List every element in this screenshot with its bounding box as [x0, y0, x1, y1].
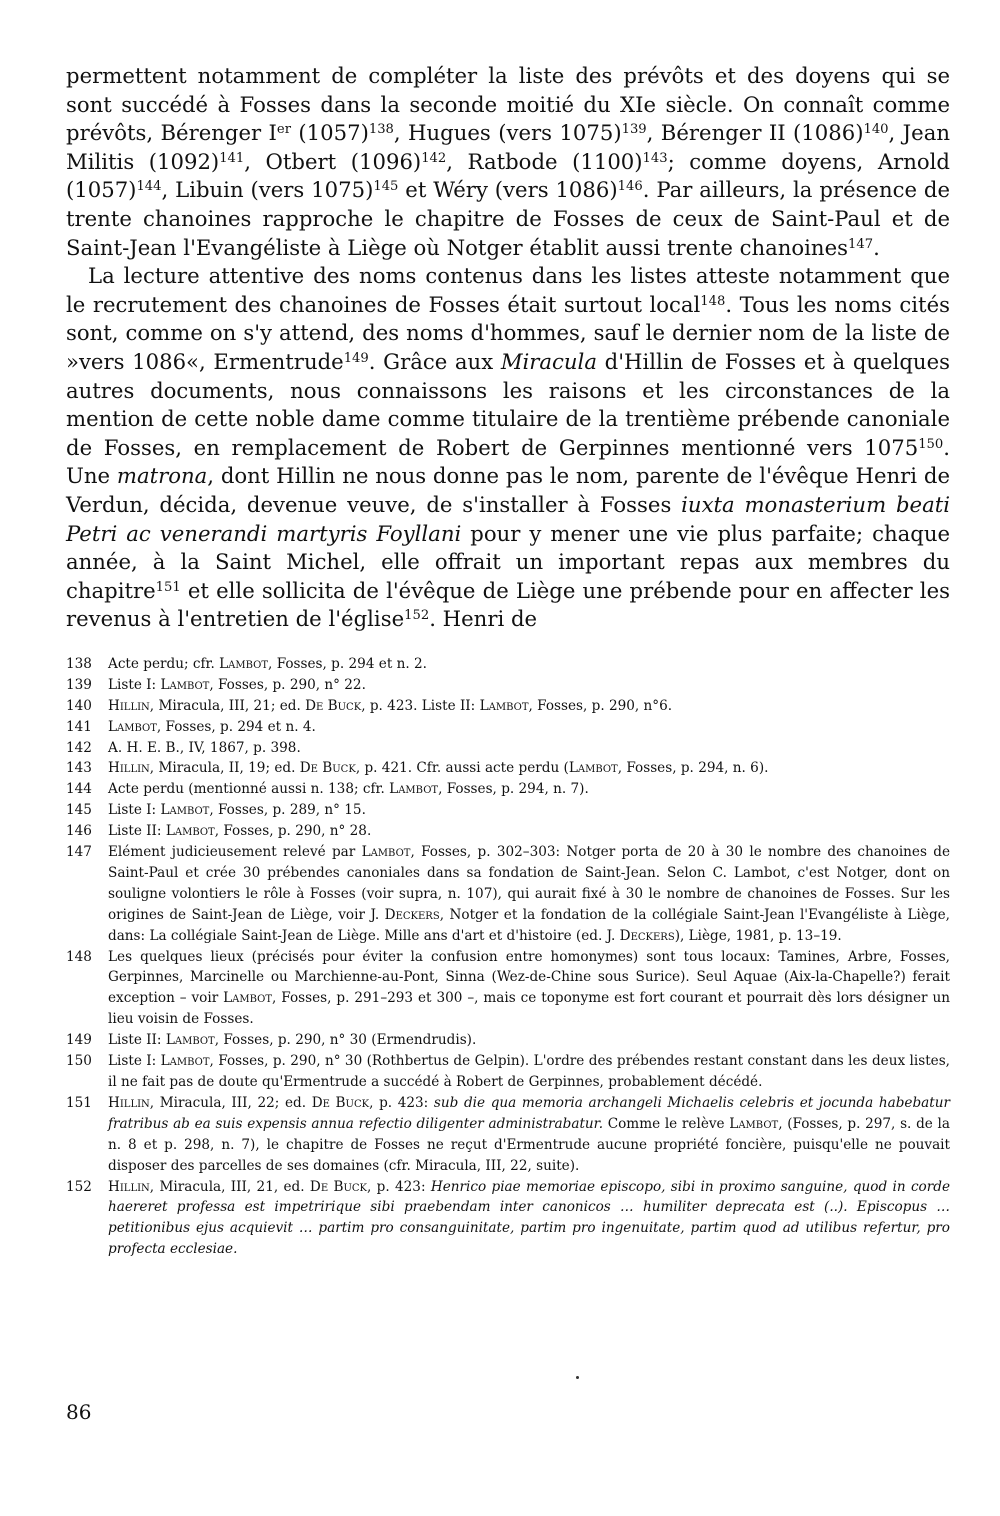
footnote-141 [66, 717, 950, 738]
text-run: . Une [66, 434, 950, 489]
footnote-140 [66, 696, 950, 717]
author-name: Hillin [108, 697, 150, 714]
text-run: , Miracula, III, 21; ed. [149, 697, 306, 714]
author-name: Deckers [384, 906, 440, 923]
text-run: Elément judicieusement relevé par [108, 844, 362, 861]
text-run: La lecture attentive des noms contenus dans les listes atteste notamment que le recrutement des chanoines de Fosses était surtout local [66, 263, 950, 317]
author-name: Lambot [219, 655, 269, 672]
text-run: A. H. E. B., IV, 1867, p. 398. [108, 739, 301, 756]
text-run: Liste II: [108, 1032, 166, 1049]
footnote-text [108, 717, 950, 738]
text-run: , p. 421. Cfr. aussi acte perdu ( [355, 760, 569, 777]
footnote-ref[interactable]: 140 [863, 121, 889, 137]
author-name: De Buck [311, 1094, 370, 1111]
text-run: Liste II: [108, 823, 166, 840]
author-name: Lambot [223, 990, 273, 1007]
text-run: . Grâce aux [368, 348, 501, 374]
text-run: , Fosses, p. 302–303: Notger porta de 20 à 30 le nombre des chanoines de Saint-Paul et crée 30 prébendes canoniales dans sa fondation de Saint-Jean. Selon C. Lambot, c'est Notger, dont on souligne volontiers le rôle à Fosses (voir supra, n. 107), qui aurait fixé à 30 le nombre de chanoines de Fosses. Sur les origines de Saint-Jean de Liège, voir J. [108, 844, 950, 923]
text-run: , Fosses, p. 290, n° 28. [214, 823, 372, 840]
paragraph-2 [66, 262, 950, 634]
text-run: , Jean Militis (1092) [66, 120, 950, 174]
footnote-ref[interactable]: 149 [343, 350, 369, 366]
text-run: , Miracula, III, 21, ed. [149, 1178, 310, 1195]
text-run: , Miracula, III, 22; ed. [149, 1094, 312, 1111]
text-run: , Miracula, II, 19; ed. [149, 760, 300, 777]
footnote-ref[interactable]: 147 [848, 236, 874, 252]
footnote-number: 143 [66, 760, 92, 777]
footnote-151 [66, 1093, 950, 1177]
text-run: Acte perdu; cfr. [108, 655, 220, 672]
footnote-number: 144 [66, 781, 92, 798]
footnote-150 [66, 1051, 950, 1093]
text-run: , Fosses, p. 289, n° 15. [209, 802, 366, 819]
author-name: De Buck [305, 697, 362, 714]
text-run: Comme le relève [603, 1115, 730, 1132]
footnote-147 [66, 842, 950, 947]
footnote-142 [66, 738, 950, 759]
author-name: Lambot [108, 718, 157, 735]
text-run: , Notger et la fondation de la collégiale Saint-Jean l'Evangéliste à Liège, dans: La collégiale Saint-Jean de Liège. Mille ans d'art et d'histoire (ed. J. [108, 906, 951, 944]
text-run: , Fosses, p. 290, n°6. [528, 697, 673, 714]
footnote-text [108, 675, 950, 696]
footnote-146 [66, 821, 950, 842]
footnotes [66, 654, 950, 1260]
footnote-144 [66, 779, 950, 800]
text-run: , Fosses, p. 294 et n. 2. [268, 655, 427, 672]
text-run: Liste I: [108, 1053, 161, 1070]
page-content [66, 62, 950, 1260]
footnote-number: 139 [66, 676, 92, 693]
italic-quote: iuxta monasterium beati Petri ac venerandi martyris Foyllani [66, 491, 950, 546]
author-name: Hillin [108, 1094, 150, 1111]
footnote-text [108, 1051, 950, 1093]
author-name: Lambot [160, 676, 210, 693]
footnote-text [108, 696, 950, 717]
text-run: Liste I: [108, 676, 161, 693]
footnote-text [108, 1093, 950, 1177]
footnote-ref[interactable]: 142 [421, 150, 447, 166]
latin-quote: Henrico piae memoriae episcopo, sibi in proximo sanguine, quod in corde haereret professa est impetririque sibi praebendam inter canonicos … humiliter deprecata est (..). Episcopus … petitionibus ejus acquievit … partim pro consanguinitate, partim pro ingenuitate, partim quod ad utilibus refertur, pro profecta ecclesiae. [108, 1178, 950, 1258]
text-run: ), Liège, 1981, p. 13–19. [674, 927, 842, 944]
text-run: , Otbert (1096) [244, 148, 422, 174]
footnote-text [108, 800, 950, 821]
footnote-text [108, 1177, 950, 1261]
text-run: , Bérenger II (1086) [646, 120, 864, 146]
footnote-text [108, 1030, 950, 1051]
footnote-number: 150 [66, 1053, 92, 1070]
text-run: pour y mener une vie plus parfaite; chaque année, à la Saint Michel, elle offrait un important repas aux membres du chapitre [66, 520, 951, 603]
footnote-number: 147 [66, 844, 92, 861]
text-run: . [873, 234, 880, 260]
footnote-text [108, 842, 950, 947]
footnote-ref[interactable]: 146 [617, 179, 643, 195]
text-run: , p. 423: [367, 1178, 431, 1195]
footnote-number: 142 [66, 739, 92, 756]
text-run: . Henri de [429, 606, 538, 632]
footnote-text [108, 738, 950, 759]
footnote-number: 149 [66, 1032, 92, 1049]
text-run: , Fosses, p. 294, n. 7). [438, 781, 589, 798]
text-run: , Libuin (vers 1075) [161, 177, 374, 203]
footnote-text [108, 758, 950, 779]
footnote-number: 145 [66, 802, 92, 819]
author-name: Lambot [389, 781, 439, 798]
footnote-148 [66, 947, 950, 1031]
footnote-number: 141 [66, 718, 92, 735]
superscript: er [276, 121, 291, 137]
text-run: , Fosses, p. 290, n° 22. [209, 676, 366, 693]
footnote-number: 151 [66, 1094, 92, 1111]
footnote-ref[interactable]: 144 [136, 179, 162, 195]
footnote-number: 138 [66, 655, 92, 672]
footnote-ref[interactable]: 152 [404, 608, 430, 624]
footnote-ref[interactable]: 145 [373, 179, 399, 195]
footnote-ref[interactable]: 141 [219, 150, 245, 166]
text-run: d'Hillin de Fosses et à quelques autres documents, nous connaissons les raisons et les circonstances de la mention de cette noble dame comme titulaire de la trentième prébende canoniale de Fosses, en remplacement de Robert de Gerpinnes mentionné vers 1075 [66, 348, 950, 460]
footnote-149 [66, 1030, 950, 1051]
footnote-ref[interactable]: 151 [155, 579, 181, 595]
footnote-text [108, 654, 950, 675]
text-run: permettent notamment de compléter la liste des prévôts et des doyens qui se sont succédé à Fosses dans la seconde moitié du XIe siècle. On connaît comme prévôts, Bérenger I [66, 63, 950, 146]
author-name: Lambot [361, 844, 411, 861]
footnote-139 [66, 675, 950, 696]
author-name: Lambot [729, 1115, 779, 1132]
footnote-ref[interactable]: 138 [368, 121, 394, 137]
text-run: ; comme doyens, Arnold (1057) [66, 148, 950, 203]
footnote-text [108, 947, 950, 1031]
footnote-152 [66, 1177, 950, 1261]
text-run: Les quelques lieux (précisés pour éviter la confusion entre homonymes) sont tous locaux: Tamines, Arbre, Fosses, Gerpinnes, Marcinelle ou Marchienne-au-Pont, Sinna (Wez-de-Chine sous Surice). Seul Aquae (Aix-la-Chapelle?) ferait exception – voir [108, 948, 950, 1007]
latin-quote: sub die qua memoria archangeli Michaelis celebris et jocunda habebatur fratribus ab ea suis expensis annua refectio diligenter administrabatur. [108, 1094, 950, 1132]
author-name: Lambot [479, 697, 529, 714]
text-run: , p. 423. Liste II: [361, 697, 480, 714]
text-run: , Fosses, p. 291–293 et 300 –, mais ce toponyme est fort courant et pourrait dès lors désigner un lieu voisin de Fosses. [108, 990, 950, 1028]
footnote-text [108, 821, 950, 842]
text-run: . Tous les noms cités sont, comme on s'y attend, des noms d'hommes, sauf le dernier nom de la liste de »vers 1086«, Ermentrude [66, 291, 950, 374]
footnote-ref[interactable]: 143 [642, 150, 668, 166]
text-run: (1057) [290, 120, 369, 146]
text-run: , Fosses, p. 290, n° 30 (Rothbertus de Gelpin). L'ordre des prébendes restant constant dans les deux listes, il ne fait pas de doute qu'Ermentrude a succédé à Robert de Gerpinnes, probablement décédé. [108, 1053, 950, 1090]
author-name: Hillin [108, 760, 150, 777]
main-text [66, 62, 950, 634]
text-run: Acte perdu (mentionné aussi n. 138; cfr. [108, 781, 390, 798]
text-run: , (Fosses, p. 297, s. de la n. 8 et p. 298, n. 7), le chapitre de Fosses ne reçut d'Ermentrude aucune propriété foncière, puisqu'elle ne pouvait disposer des parcelles de ses domaines (cfr. Miracula, III, 22, suite). [108, 1115, 950, 1174]
author-name: De Buck [299, 760, 356, 777]
text-run: Liste I: [108, 802, 161, 819]
text-run: , Hugues (vers 1075) [393, 120, 622, 146]
author-name: Deckers [619, 927, 675, 944]
author-name: De Buck [309, 1178, 367, 1195]
paragraph-1 [66, 62, 950, 262]
author-name: Lambot [568, 760, 618, 777]
footnote-143 [66, 758, 950, 779]
footnote-number: 152 [66, 1178, 92, 1195]
stray-dot [576, 1376, 579, 1379]
author-name: Lambot [165, 823, 215, 840]
text-run: , dont Hillin ne nous donne pas le nom, parente de l'évêque Henri de Verdun, décida, devenue veuve, de s'installer à Fosses [66, 463, 950, 517]
author-name: Hillin [108, 1178, 150, 1195]
footnote-145 [66, 800, 950, 821]
text-run: , Fosses, p. 290, n° 30 (Ermendrudis). [214, 1032, 477, 1049]
text-run: , p. 423: [369, 1094, 434, 1111]
footnote-ref[interactable]: 139 [621, 121, 647, 137]
author-name: Lambot [160, 1053, 210, 1070]
footnote-number: 148 [66, 948, 92, 965]
text-run: , Fosses, p. 294, n. 6). [617, 760, 769, 777]
text-run: . Par ailleurs, la présence de trente chanoines rapproche le chapitre de Fosses de ceux de Saint-Paul et de Saint-Jean l'Evangéliste à Liège où Notger établit aussi trente chanoines [66, 177, 950, 260]
text-run: et Wéry (vers 1086) [398, 177, 618, 203]
footnote-number: 146 [66, 823, 92, 840]
text-run: et elle sollicita de l'évêque de Liège une prébende pour en affecter les revenus à l'entretien de l'église [66, 577, 950, 632]
page-number: 86 [66, 1400, 92, 1424]
footnote-138 [66, 654, 950, 675]
italic-term: matrona [116, 463, 208, 489]
author-name: Lambot [165, 1032, 215, 1049]
text-run: , Ratbode (1100) [446, 148, 643, 174]
author-name: Lambot [160, 802, 210, 819]
footnote-ref[interactable]: 148 [700, 293, 726, 309]
text-run: , Fosses, p. 294 et n. 4. [156, 718, 316, 735]
footnote-ref[interactable]: 150 [918, 436, 944, 452]
footnote-text [108, 779, 950, 800]
footnote-number: 140 [66, 697, 92, 714]
italic-title: Miracula [500, 348, 597, 374]
